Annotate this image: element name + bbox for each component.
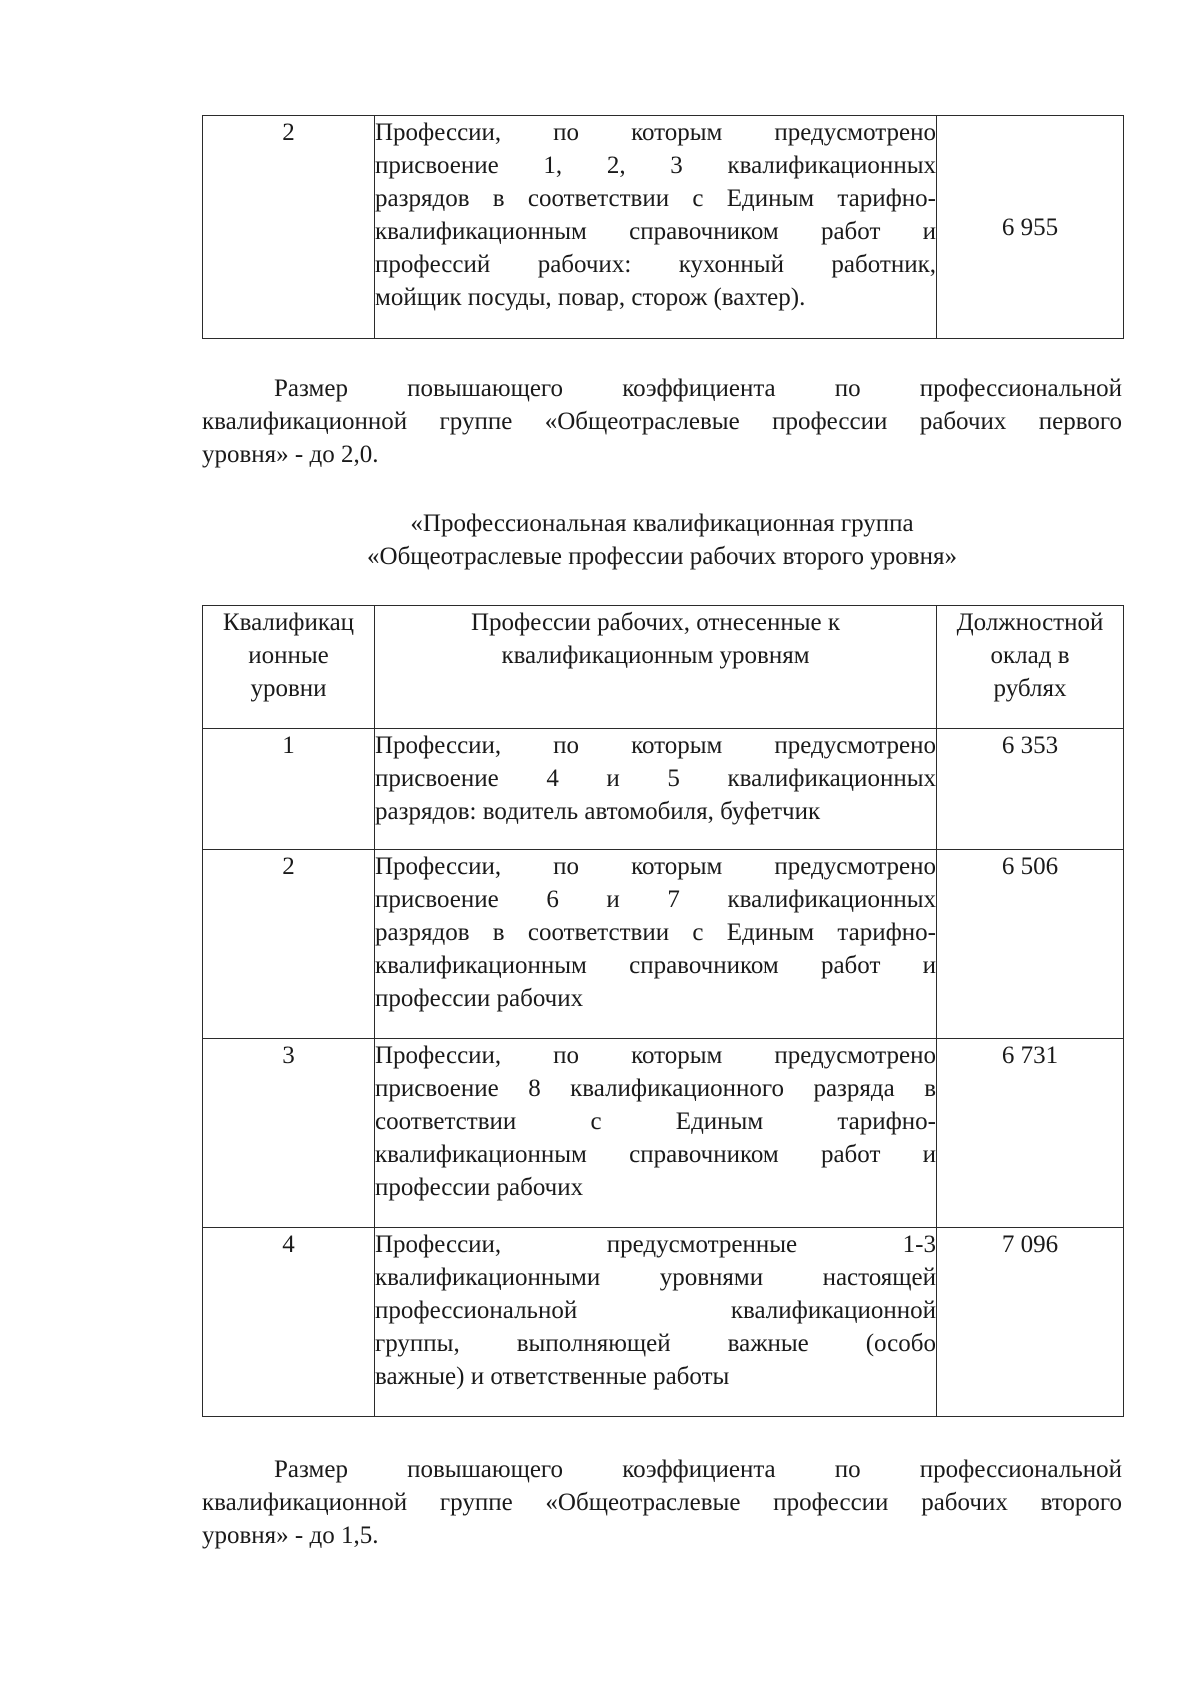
description-line: мойщик посуды, повар, сторож (вахтер). xyxy=(375,284,806,311)
description-line: Профессии, по которым предусмотрено xyxy=(375,732,936,759)
description-line: Профессии, предусмотренные 1-3 xyxy=(375,1231,936,1258)
level-cell: 1 xyxy=(203,729,375,850)
heading-line: «Общеотраслевые профессии рабочих второго уровня» xyxy=(367,543,957,570)
description-line: профессиональной квалификационной xyxy=(375,1297,936,1324)
salary-cell: 6 731 xyxy=(937,1039,1124,1228)
paragraph-line: Размер повышающего коэффициента по профессиональной xyxy=(274,375,1122,402)
header-salary: Должностной оклад в рублях xyxy=(937,606,1124,729)
coefficient-paragraph-level1 xyxy=(202,372,1122,471)
salary-cell: 6 506 xyxy=(937,850,1124,1039)
level-cell: 4 xyxy=(203,1228,375,1417)
paragraph-line: уровня» - до 1,5. xyxy=(202,1522,379,1549)
salary-cell: 6 353 xyxy=(937,729,1124,850)
description-line: присвоение 1, 2, 3 квалификационных xyxy=(375,152,936,179)
description-line: присвоение 6 и 7 квалификационных xyxy=(375,886,936,913)
paragraph-line: квалификационной группе «Общеотраслевые профессии рабочих первого xyxy=(202,408,1122,435)
section-heading xyxy=(202,507,1122,573)
description-line: соответствии с Единым тарифно- xyxy=(375,1108,936,1135)
description-line: профессии рабочих xyxy=(375,1174,584,1201)
table-row xyxy=(203,1228,1124,1417)
paragraph-line: Размер повышающего коэффициента по профессиональной xyxy=(274,1456,1122,1483)
table-row xyxy=(203,116,1124,339)
description-line: разрядов в соответствии с Единым тарифно- xyxy=(375,919,936,946)
description-line: квалификационным справочником работ и xyxy=(375,1141,936,1168)
coefficient-paragraph-level2 xyxy=(202,1453,1122,1552)
description-line: разрядов: водитель автомобиля, буфетчик xyxy=(375,798,821,825)
table-level2 xyxy=(202,605,1124,1417)
table-row xyxy=(203,1039,1124,1228)
heading-line: «Профессиональная квалификационная группа xyxy=(410,510,914,537)
description-line: важные) и ответственные работы xyxy=(375,1363,730,1390)
salary-cell: 7 096 xyxy=(937,1228,1124,1417)
header-professions: Профессии рабочих, отнесенные к квалификационным уровням xyxy=(375,606,937,729)
description-line: профессий рабочих: кухонный работник, xyxy=(375,251,936,278)
profession-description xyxy=(375,116,937,339)
description-line: профессии рабочих xyxy=(375,985,584,1012)
description-line: квалификационным справочником работ и xyxy=(375,218,936,245)
table-header-row xyxy=(203,606,1124,729)
level-cell: 2 xyxy=(203,116,375,339)
paragraph-line: уровня» - до 2,0. xyxy=(202,441,379,468)
description-line: Профессии, по которым предусмотрено xyxy=(375,853,936,880)
description-line: разрядов в соответствии с Единым тарифно- xyxy=(375,185,936,212)
header-qualification-levels: Квалификац ионные уровни xyxy=(203,606,375,729)
level-cell: 2 xyxy=(203,850,375,1039)
paragraph-line: квалификационной группе «Общеотраслевые профессии рабочих второго xyxy=(202,1489,1122,1516)
table-row xyxy=(203,850,1124,1039)
profession-description xyxy=(375,850,937,1039)
description-line: Профессии, по которым предусмотрено xyxy=(375,119,936,146)
description-line: Профессии, по которым предусмотрено xyxy=(375,1042,936,1069)
description-line: квалификационным справочником работ и xyxy=(375,952,936,979)
description-line: группы, выполняющей важные (особо xyxy=(375,1330,936,1357)
description-line: присвоение 8 квалификационного разряда в xyxy=(375,1075,936,1102)
profession-description xyxy=(375,1228,937,1417)
level-cell: 3 xyxy=(203,1039,375,1228)
table-row xyxy=(203,729,1124,850)
description-line: присвоение 4 и 5 квалификационных xyxy=(375,765,936,792)
description-line: квалификационными уровнями настоящей xyxy=(375,1264,936,1291)
profession-description xyxy=(375,1039,937,1228)
table-level1-continuation xyxy=(202,115,1124,339)
profession-description xyxy=(375,729,937,850)
salary-cell: 6 955 xyxy=(937,116,1124,339)
